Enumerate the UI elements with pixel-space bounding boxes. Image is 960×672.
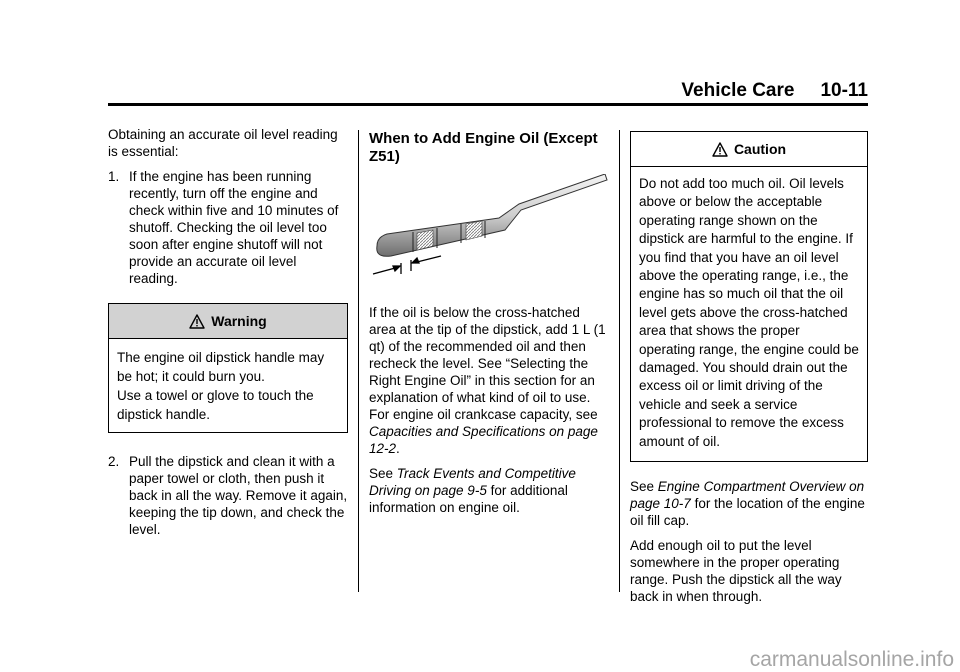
column-1 (108, 126, 348, 546)
column-3 (630, 131, 868, 613)
track-see: See (369, 466, 397, 481)
fill-cap-see: See (630, 479, 658, 495)
section-heading: When to Add Engine Oil (Except Z51) (369, 130, 598, 165)
caution-title: Caution (733, 140, 787, 157)
warning-triangle-icon (189, 314, 205, 329)
page-number: 10-11 (820, 80, 868, 101)
column-divider-1 (358, 130, 359, 592)
watermark (0, 648, 960, 672)
page-header (108, 80, 868, 102)
caution-body (631, 167, 867, 461)
step-2 (108, 453, 348, 538)
track-events-paragraph (369, 465, 609, 516)
column-divider-2 (619, 130, 620, 592)
dipstick-shape (377, 174, 607, 256)
section-title: Vehicle Care (681, 80, 795, 101)
add-oil-paragraph: Add enough oil to put the level somewhere in the proper operating range. Push the dipstick all the way back in when through. (630, 538, 842, 605)
header-rule (108, 103, 868, 106)
caution-triangle-icon (712, 142, 728, 157)
warning-text-1: The engine oil dipstick handle may be hot; it could burn you. (117, 350, 325, 384)
fill-cap-text: for the location of the engine oil fill cap. (630, 496, 865, 529)
warning-text-2: Use a towel or glove to touch the dipstick handle. (117, 388, 314, 422)
fill-cap-paragraph (630, 478, 868, 529)
step-1-text: If the engine has been running recently, turn off the engine and check within five and 10 minutes of shutoff. Checking the oil level too soon after engine shutoff will not provide an accurate oil level reading. (129, 169, 339, 286)
step-1-number: 1. (108, 169, 120, 184)
warning-box (108, 303, 348, 433)
intro-text: Obtaining an accurate oil level reading is essential: (108, 127, 338, 159)
step-2-text: Pull the dipstick and clean it with a paper towel or cloth, then push it back in all the way. Remove it again, keeping the tip down, and check the level. (129, 454, 348, 537)
caution-header (631, 132, 867, 167)
column-2 (369, 130, 609, 524)
warning-title: Warning (211, 312, 267, 329)
warning-body (109, 339, 347, 432)
caution-box (630, 131, 868, 462)
engine-compartment-link[interactable]: Engine Compartment Overview on page 10-7 (630, 479, 865, 512)
caution-text: Do not add too much oil. Oil levels above or below the acceptable operating range shown on the dipstick are harmful to the engine. If you find that you have an oil level above the operating range, i.e., the engine has so much oil that the oil level gets above the cross-hatched area that shows the proper operating range, the engine could be damaged. You should drain out the excess oil or limit driving of the vehicle and seek a service professional to remove the excess amount of oil. (639, 176, 859, 449)
warning-header (109, 304, 347, 339)
range-arrows (373, 256, 441, 274)
dipstick-illustration (369, 174, 609, 292)
watermark-text: carmanualsonline.info (749, 648, 954, 671)
capacities-link[interactable]: Capacities and Specifications on page 12-2 (369, 424, 598, 456)
oil-add-end: . (396, 441, 400, 456)
oil-add-text: If the oil is below the cross-hatched area at the tip of the dipstick, add 1 L (1 qt) of the recommended oil and then recheck the level. See “Selecting the Right Engine Oil” in this section for an explanation of what kind of oil to use. For engine oil crankcase capacity, see (369, 305, 606, 422)
step-1 (108, 168, 348, 287)
track-events-link[interactable]: Track Events and Competitive Driving on page 9-5 (369, 466, 576, 498)
step-2-number: 2. (108, 454, 120, 469)
oil-add-paragraph (369, 304, 609, 457)
track-end: for additional information on engine oil. (369, 483, 568, 515)
